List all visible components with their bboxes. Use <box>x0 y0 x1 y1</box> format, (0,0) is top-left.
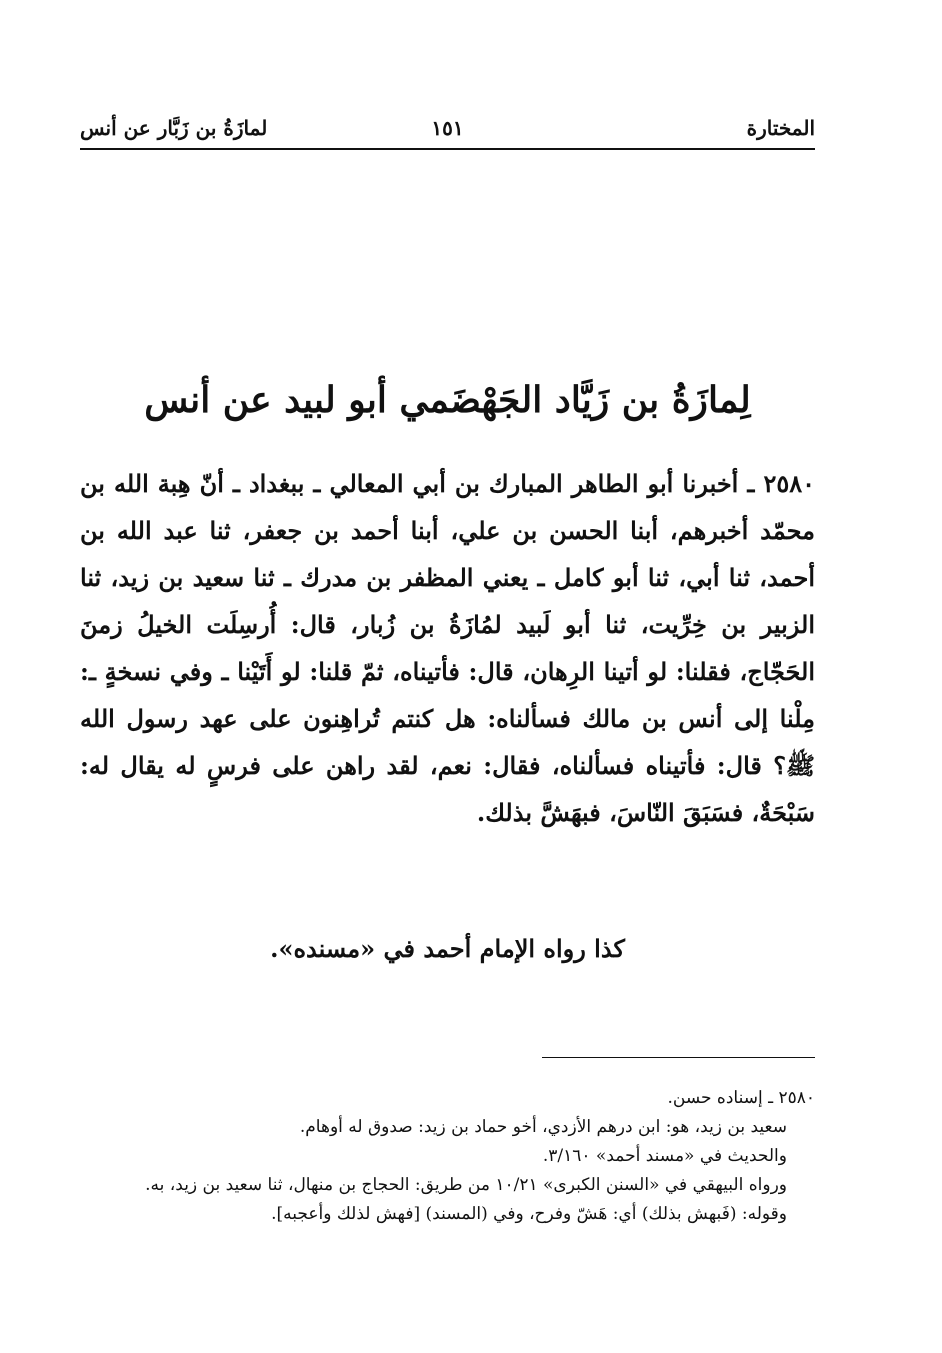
chapter-title: لِمازَةُ بن زَيَّاد الجَهْضَمي أبو لبيد عن أنس <box>144 379 751 421</box>
footnote-divider <box>542 1057 815 1058</box>
footnote-line: والحديث في «مسند أحمد» ٣/١٦٠. <box>542 1146 787 1166</box>
hadith-body <box>80 460 815 836</box>
footnote-line: ٢٥٨٠ ـ إسناده حسن. <box>667 1088 815 1108</box>
footnote-line: وقوله: (فَبهش بذلك) أي: هَشّ وفرح، وفي (المسند) [فهش لذلك وأعجبه]. <box>271 1204 787 1224</box>
header-chapter-title: لمازَةُ بن زَبَّار عن أنس <box>80 116 268 140</box>
attribution-line: كذا رواه الإمام أحمد في «مسنده». <box>270 934 625 963</box>
hadith-paragraph <box>80 460 815 836</box>
hadith-number: ٢٥٨٠ <box>763 469 816 498</box>
page-number: ١٥١ <box>431 116 464 140</box>
footnote-line: ورواه البيهقي في «السنن الكبرى» ١٠/٢١ من طريق: الحجاج بن منهال، ثنا سعيد بن زيد، به. <box>145 1175 787 1195</box>
hadith-text: ـ أخبرنا أبو الطاهر المبارك بن أبي المعالي ـ ببغداد ـ أنّ هِبة الله بن محمّد أخبرهم، أبنا الحسن بن علي، أبنا أحمد بن جعفر، ثنا عبد الله بن أحمد، ثنا أبي، ثنا أبو كامل ـ يعني المظفر بن مدرك ـ ثنا سعيد بن زيد، ثنا الزبير بن خِرِّيت، ثنا أبو لَبيد لمُازَةُ بن زُبار، قال: أُرسِلَت الخيلُ زمنَ الحَجّاج، فقلنا: لو أتينا الرِهان، قال: فأتيناه، ثمّ قلنا: لو أَتَيْنا ـ وفي نسخةٍ ـ: مِلْنا إلى أنس بن مالك فسألناه: هل كنتم تُراهِنون على عهد رسول الله ﷺ؟ قال: فأتيناه فسألناه، فقال: نعم، لقد راهن على فرسٍ له يقال له: سَبْحَةٌ، فسَبَقَ النّاسَ، فبهَشَّ بذلك. <box>80 469 815 827</box>
footnote-line: سعيد بن زيد، هو: ابن درهم الأزدي، أخو حماد بن زيد: صدوق له أوهام. <box>299 1117 787 1137</box>
footnotes <box>80 1084 815 1229</box>
header-book-title: المختارة <box>746 116 815 140</box>
running-header <box>80 104 815 150</box>
